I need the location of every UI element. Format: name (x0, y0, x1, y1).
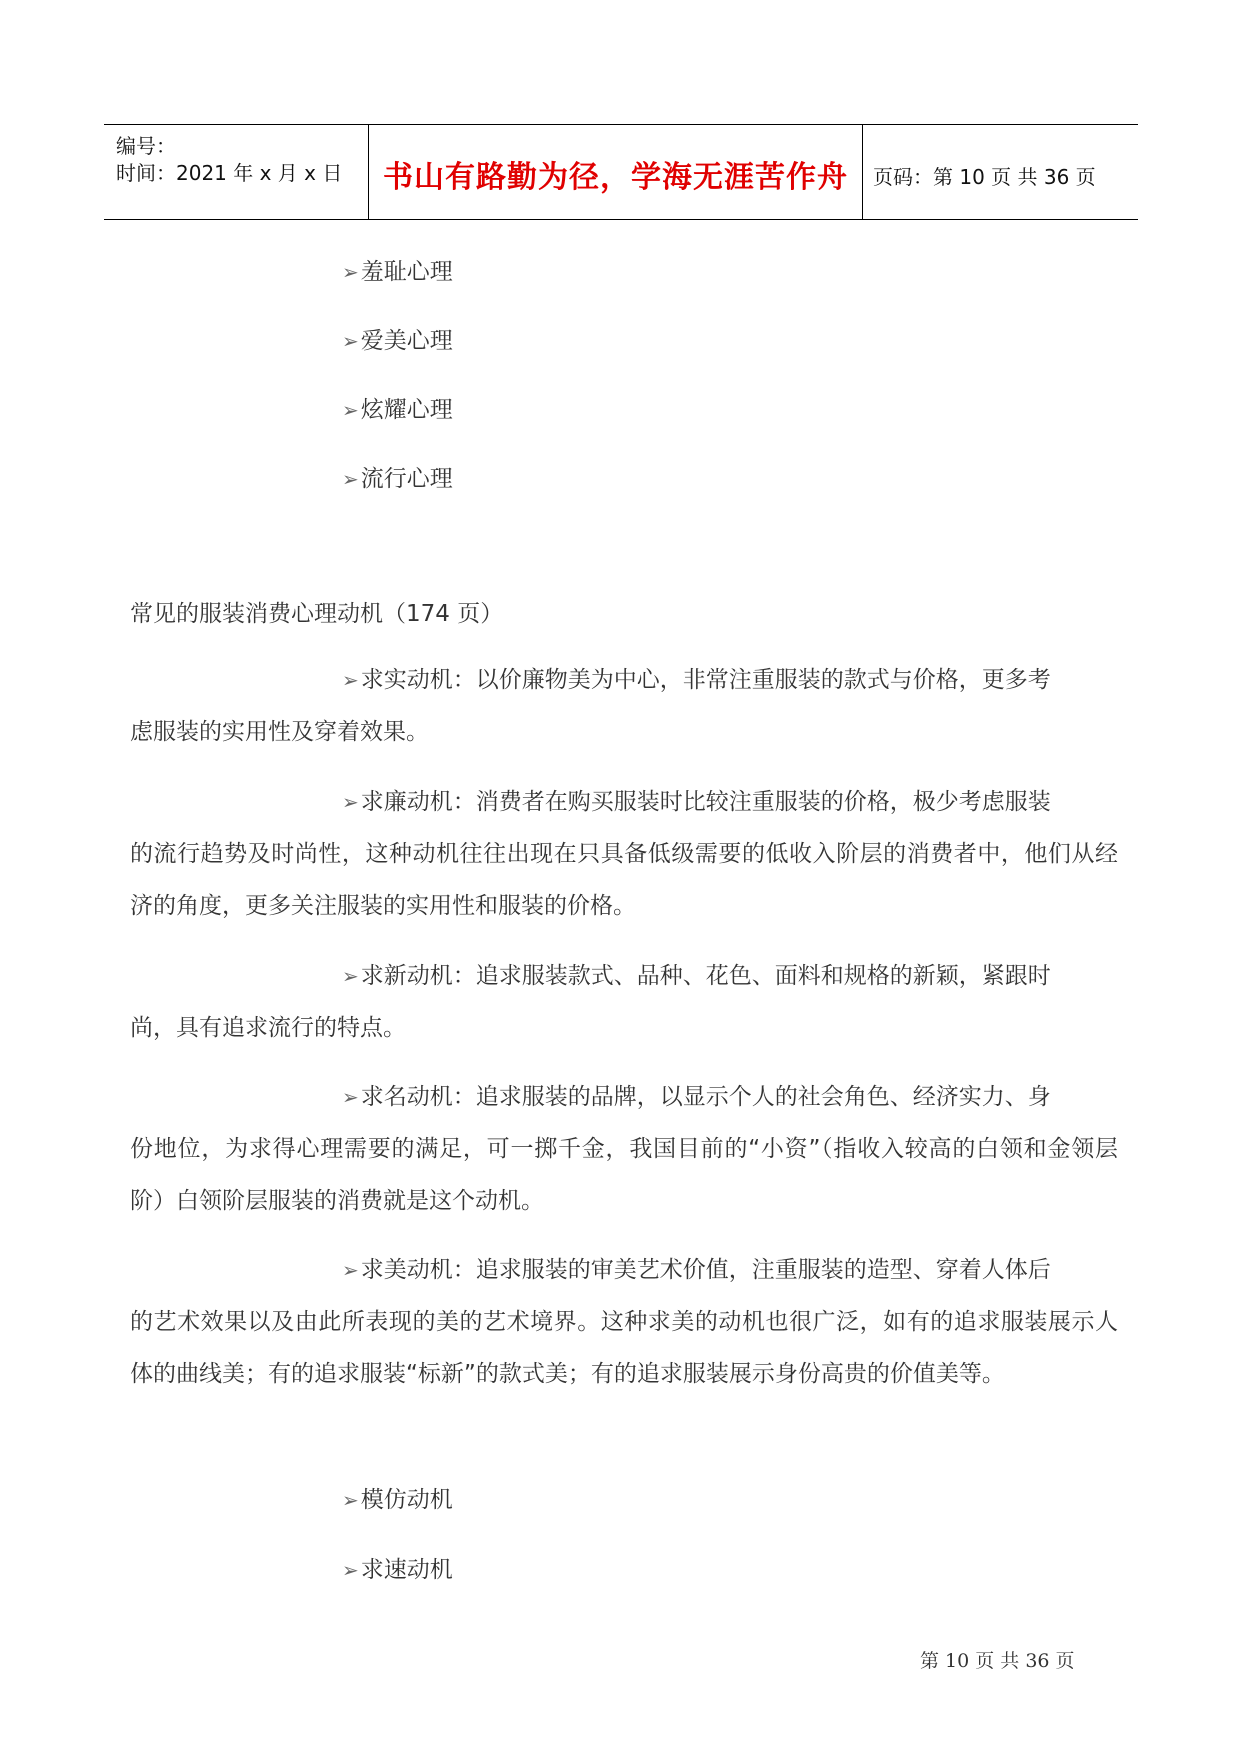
header-page-cell (863, 125, 1138, 219)
section-heading: 常见的服装消费心理动机（174 页） (130, 601, 504, 627)
arrow-bullet-icon: ➢ (342, 467, 359, 491)
arrow-bullet-icon: ➢ (342, 398, 359, 422)
bullet-item: ➢炫耀心理 (342, 397, 453, 423)
paragraph: ➢求实动机：以价廉物美为中心，非常注重服装的款式与价格，更多考 虑服装的实用性及穿着效果。 (130, 667, 1051, 745)
header-page-code: 页码：第 10 页 共 36 页 (873, 165, 1096, 189)
paragraph: ➢求名动机：追求服装的品牌，以显示个人的社会角色、经济实力、身 份地位，为求得心理需要的满足，可一掷千金，我国目前的“小资”（指收入较高的白领和金领层阶）白领阶层服装的消费就是这个动机。 (130, 1084, 1118, 1214)
bullet-item: ➢爱美心理 (342, 328, 453, 354)
page-footer: 第 10 页 共 36 页 (920, 1650, 1075, 1672)
arrow-bullet-icon: ➢ (342, 964, 359, 988)
bullet-item: ➢流行心理 (342, 466, 453, 492)
arrow-bullet-icon: ➢ (342, 1258, 359, 1282)
paragraph: ➢求美动机：追求服装的审美艺术价值，注重服装的造型、穿着人体后 的艺术效果以及由此所表现的美的艺术境界。这种求美的动机也很广泛，如有的追求服装展示人体的曲线美；有的追求服装“标新”的款式美；有的追求服装展示身份高贵的价值美等。 (130, 1257, 1118, 1387)
document-time-label: 时间：2021 年 x 月 x 日 (116, 161, 343, 185)
bullet-item: ➢模仿动机 (342, 1487, 453, 1513)
arrow-bullet-icon: ➢ (342, 790, 359, 814)
bullet-item: ➢求速动机 (342, 1557, 453, 1583)
arrow-bullet-icon: ➢ (342, 1488, 359, 1512)
bullet-item: ➢羞耻心理 (342, 259, 453, 285)
arrow-bullet-icon: ➢ (342, 1085, 359, 1109)
header-motto-cell (369, 125, 863, 219)
arrow-bullet-icon: ➢ (342, 1558, 359, 1582)
paragraph: ➢求廉动机：消费者在购买服装时比较注重服装的价格，极少考虑服装 的流行趋势及时尚性，这种动机往往出现在只具备低级需要的低收入阶层的消费者中，他们从经济的角度，更多关注服装的实用性和服装的价格。 (130, 789, 1118, 919)
document-number-label: 编号： (116, 134, 176, 158)
paragraph: ➢求新动机：追求服装款式、品种、花色、面料和规格的新颖，紧跟时 尚，具有追求流行的特点。 (130, 963, 1051, 1041)
header-meta-cell (104, 125, 369, 219)
page-header (104, 124, 1138, 220)
arrow-bullet-icon: ➢ (342, 668, 359, 692)
arrow-bullet-icon: ➢ (342, 260, 359, 284)
arrow-bullet-icon: ➢ (342, 329, 359, 353)
header-motto: 书山有路勤为径，学海无涯苦作舟 (383, 160, 848, 195)
